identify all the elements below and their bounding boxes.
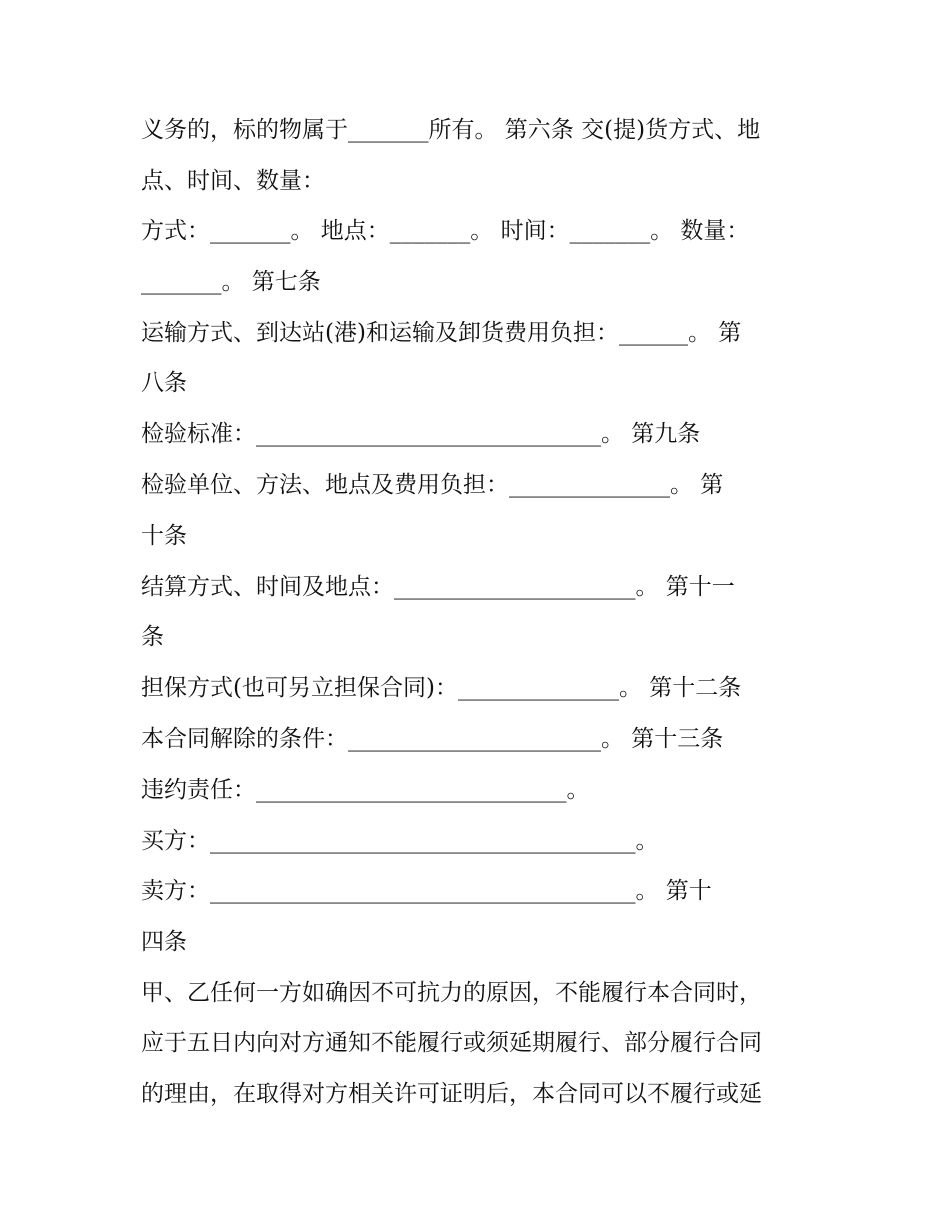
text-line: 十条 [141,523,187,549]
text-line: 点、时间、数量： [141,168,325,194]
text-line: 检验单位、方法、地点及费用负担：______________。 第 [141,472,724,498]
text-line: 方式：_______。 地点：_______。 时间：_______。 数量： [141,218,750,244]
text-line: 运输方式、到达站(港)和运输及卸货费用负担：______。 第 [141,320,742,346]
text-line: 应于五日内向对方通知不能履行或须延期履行、部分履行合同 [141,1030,762,1056]
text-line: 结算方式、时间及地点：_____________________。 第十一 [141,574,735,600]
text-line: 卖方：_____________________________________。 第十 [141,878,712,904]
text-line: 义务的，标的物属于_______所有。 第六条 交(提)货方式、地 [141,117,761,143]
text-line: 违约责任：___________________________。 [141,777,590,803]
text-line: 的理由，在取得对方相关许可证明后，本合同可以不履行或延 [141,1081,762,1107]
text-line: 四条 [141,929,187,955]
text-line: 买方：_____________________________________。 [141,828,659,854]
text-line: 担保方式(也可另立担保合同)：______________。 第十二条 [141,675,742,701]
text-line: 条 [141,624,164,650]
text-line: 甲、乙任何一方如确因不可抗力的原因，不能履行本合同时， [141,980,762,1006]
text-line: _______。 第七条 [141,269,321,295]
text-line: 检验标准：______________________________。 第九条 [141,421,701,447]
text-line: 本合同解除的条件：______________________。 第十三条 [141,726,724,752]
text-line: 八条 [141,370,187,396]
